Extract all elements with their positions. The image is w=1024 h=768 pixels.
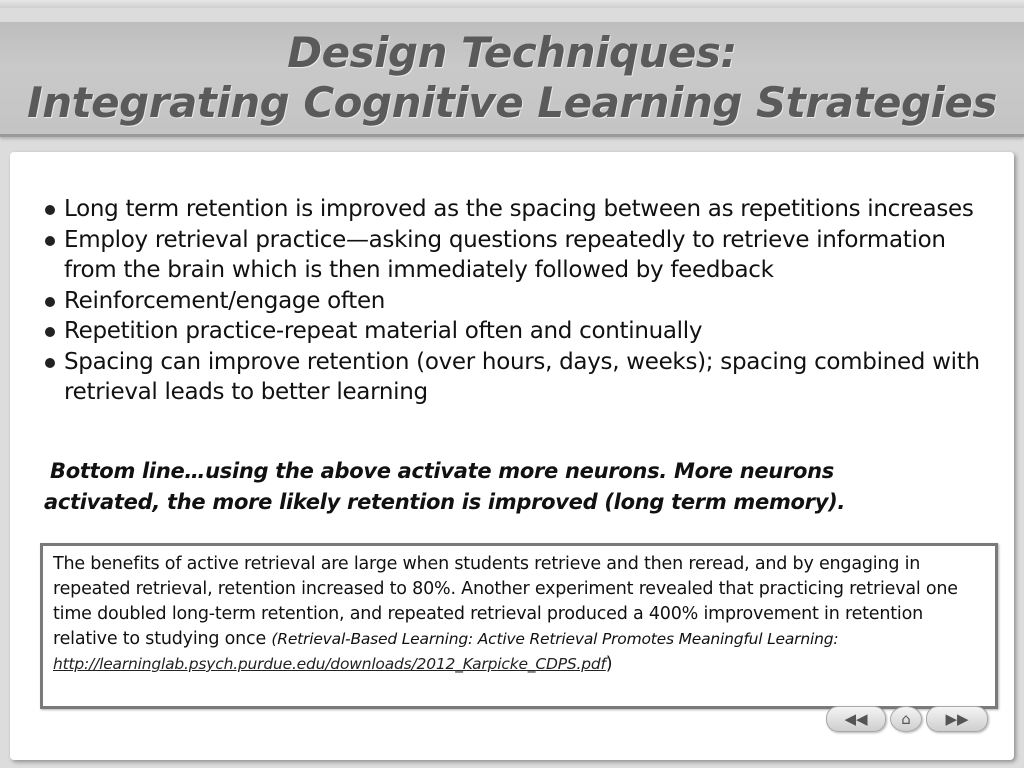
- fast-forward-icon: ▶▶: [945, 710, 969, 728]
- bullet-icon: [45, 205, 55, 215]
- bullet-item: [44, 194, 984, 225]
- source-link[interactable]: http://learninglab.psych.purdue.edu/downloads/2012_Karpicke_CDPS.pdf: [53, 655, 606, 673]
- quote-text: The benefits of active retrieval are large when students retrieve and then reread, and by engaging in repeated retrieval, retention increased to 80%. Another experiment revealed that practicing retrieval one time doubled long-term retention, and repeated retrieval produced a 400% improvement in retention relative to studying once: [53, 554, 958, 649]
- bullet-item: [44, 347, 984, 408]
- research-quote-box: [40, 543, 998, 709]
- bullet-icon: [45, 297, 55, 307]
- bullet-item: [44, 225, 984, 286]
- bullet-icon: [45, 358, 55, 368]
- page-title-line-1: Design Techniques:: [287, 28, 737, 77]
- bullet-item: [44, 316, 984, 347]
- quote-citation: (Retrieval-Based Learning: Active Retrieval Promotes Meaningful Learning:: [271, 630, 839, 648]
- bottom-line-statement: Bottom line…using the above activate more neurons. More neurons activated, the more likely retention is improved (long term memory).: [44, 459, 846, 514]
- bullet-text: Repetition practice-repeat material often and continually: [64, 318, 703, 344]
- page-title: [0, 28, 1024, 128]
- bullet-text: Long term retention is improved as the spacing between as repetitions increases: [64, 196, 974, 222]
- top-strip: [0, 0, 1024, 8]
- previous-slide-button[interactable]: [826, 706, 886, 732]
- page-title-line-2: Integrating Cognitive Learning Strategies: [27, 78, 997, 127]
- rewind-icon: ◀◀: [844, 710, 868, 728]
- quote-close: ): [605, 654, 613, 674]
- bullet-icon: [45, 327, 55, 337]
- bullet-list: [44, 194, 984, 408]
- home-button[interactable]: [890, 706, 922, 732]
- bullet-text: Employ retrieval practice—asking questions repeatedly to retrieve information from the brain which is then immediately followed by feedback: [64, 226, 946, 283]
- home-icon: ⌂: [901, 710, 911, 728]
- bullet-item: [44, 286, 984, 317]
- bullet-text: Spacing can improve retention (over hours, days, weeks); spacing combined with retrieval leads to better learning: [64, 348, 980, 405]
- next-slide-button[interactable]: [926, 706, 988, 732]
- bullet-icon: [45, 236, 55, 246]
- bullet-text: Reinforcement/engage often: [64, 287, 386, 314]
